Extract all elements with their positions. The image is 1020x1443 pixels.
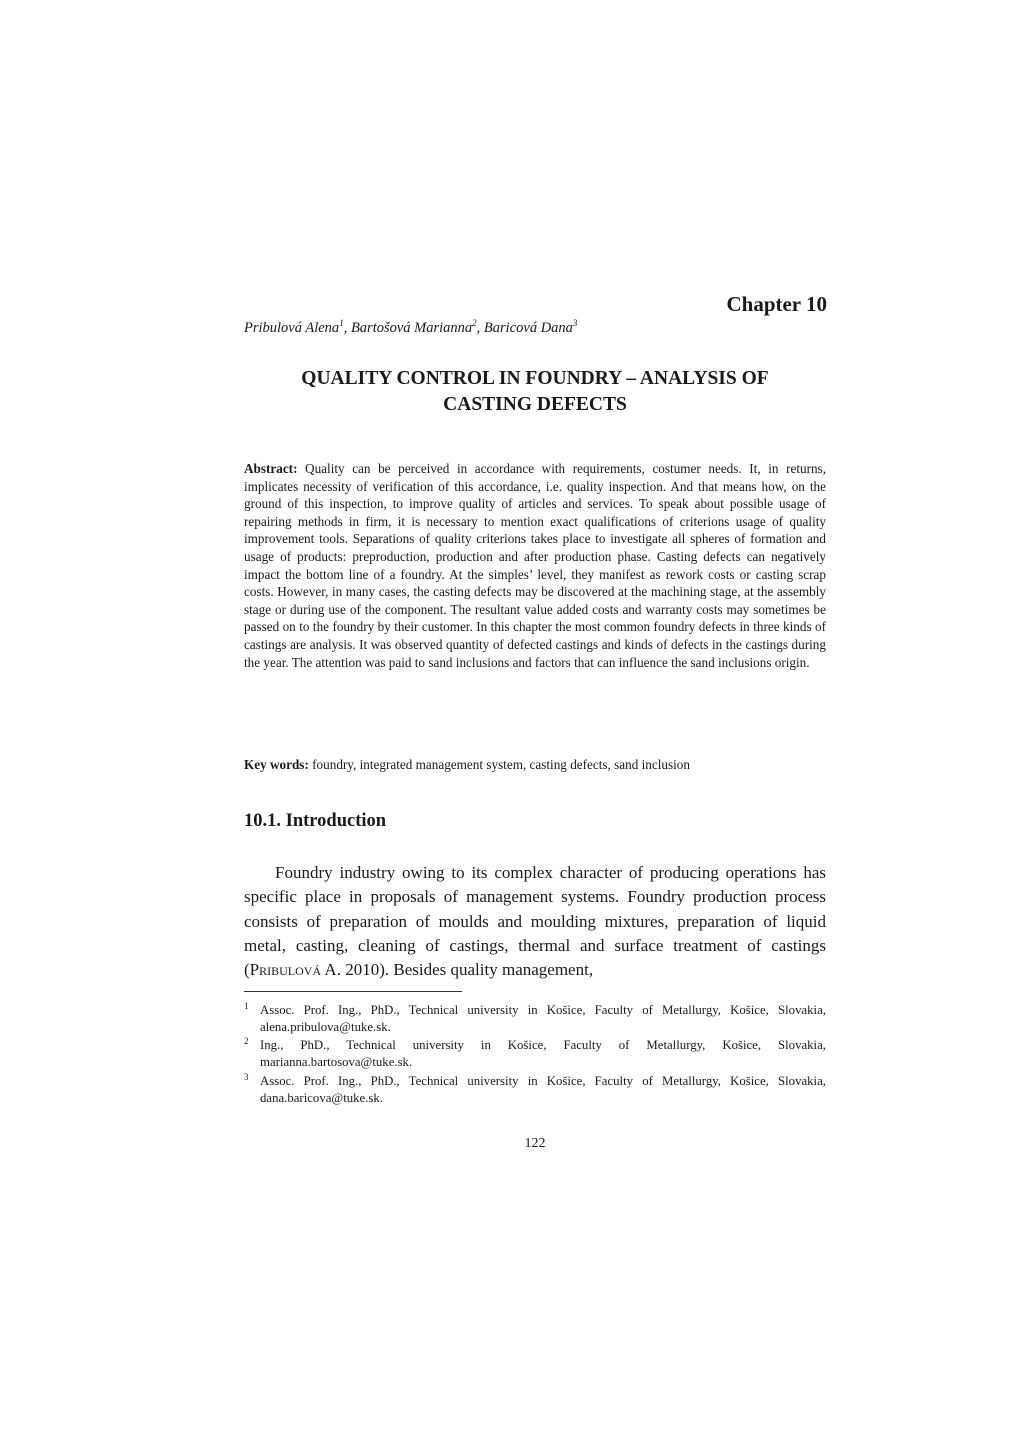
paper-title-line-1: QUALITY CONTROL IN FOUNDRY – ANALYSIS OF <box>301 368 769 389</box>
paper-title <box>244 366 826 418</box>
footnote-text: Ing., PhD., Technical university in Košice, Faculty of Metallurgy, Košice, Slovakia, marianna.bartosova@tuke.sk. <box>260 1038 826 1069</box>
footnote-separator <box>244 991 462 992</box>
footnote <box>244 1073 826 1107</box>
author-list <box>244 320 577 337</box>
author-1-affiliation-mark: 1 <box>339 318 344 329</box>
abstract-label: Abstract: <box>244 461 298 476</box>
author-separator: , <box>343 320 351 336</box>
intro-text: Foundry industry owing to its complex character of producing operations has specific place in proposals of management systems. Foundry production process consists of preparation of moulds and moulding mixtures, preparation of liquid metal, casting, cleaning of castings, thermal and surface treatment of castings ( <box>244 863 826 980</box>
section-heading-introduction: 10.1. Introduction <box>244 811 387 831</box>
author-1: Pribulová Alena <box>244 320 340 336</box>
abstract-text: Quality can be perceived in accordance with requirements, costumer needs. It, in returns, implicates necessity of verification of this accordance, i.e. quality inspection. And that means how, on the ground of this inspection, to improve quality of articles and services. To speak about possible usage of repairing methods in firm, it is necessary to mention exact qualifications of criterions usage of quality improvement tools. Separations of quality criterions takes place to investigate all spheres of formation and usage of products: preproduction, production and after production phase. Casting defects can negatively impact the bottom line of a foundry. At the simples’ level, they manifest as rework costs or casting scrap costs. However, in many cases, the casting defects may be discovered at the machining stage, at the assembly stage or during use of the component. The resultant value added costs and warranty costs may sometimes be passed on to the foundry by their customer. In this chapter the most common foundry defects in three kinds of castings are analysis. It was observed quantity of defected castings and kinds of defects in the castings during the year. The attention was paid to sand inclusions and factors that can influence the sand inclusions origin. <box>244 461 826 670</box>
footnote <box>244 1037 826 1071</box>
footnote-text: Assoc. Prof. Ing., PhD., Technical university in Košice, Faculty of Metallurgy, Košice, Slovakia, dana.baricova@tuke.sk. <box>260 1074 826 1105</box>
footnote-number: 2 <box>244 1036 249 1046</box>
author-2-affiliation-mark: 2 <box>472 318 477 329</box>
keywords <box>244 756 826 773</box>
abstract <box>244 460 826 671</box>
paper-title-line-2: CASTING DEFECTS <box>443 394 627 415</box>
citation-author: Pribulová <box>249 960 322 980</box>
author-separator: , <box>476 320 484 336</box>
footnote-text: Assoc. Prof. Ing., PhD., Technical university in Košice, Faculty of Metallurgy, Košice, Slovakia, alena.pribulova@tuke.sk. <box>260 1003 826 1034</box>
author-3-affiliation-mark: 3 <box>572 318 578 329</box>
keywords-text: foundry, integrated management system, casting defects, sand inclusion <box>308 757 690 772</box>
keywords-label: Key words: <box>244 757 309 772</box>
footnote-number: 1 <box>244 1001 249 1011</box>
introduction-paragraph <box>244 861 826 982</box>
intro-text-continued: A. 2010). Besides quality management, <box>321 960 594 980</box>
footnote-number: 3 <box>244 1072 249 1082</box>
footnote <box>244 1002 826 1036</box>
page-number: 122 <box>524 1136 546 1151</box>
author-2: Bartošová Marianna <box>350 320 473 336</box>
author-3: Baricová Dana <box>483 320 573 336</box>
chapter-heading: Chapter 10 <box>726 292 827 316</box>
